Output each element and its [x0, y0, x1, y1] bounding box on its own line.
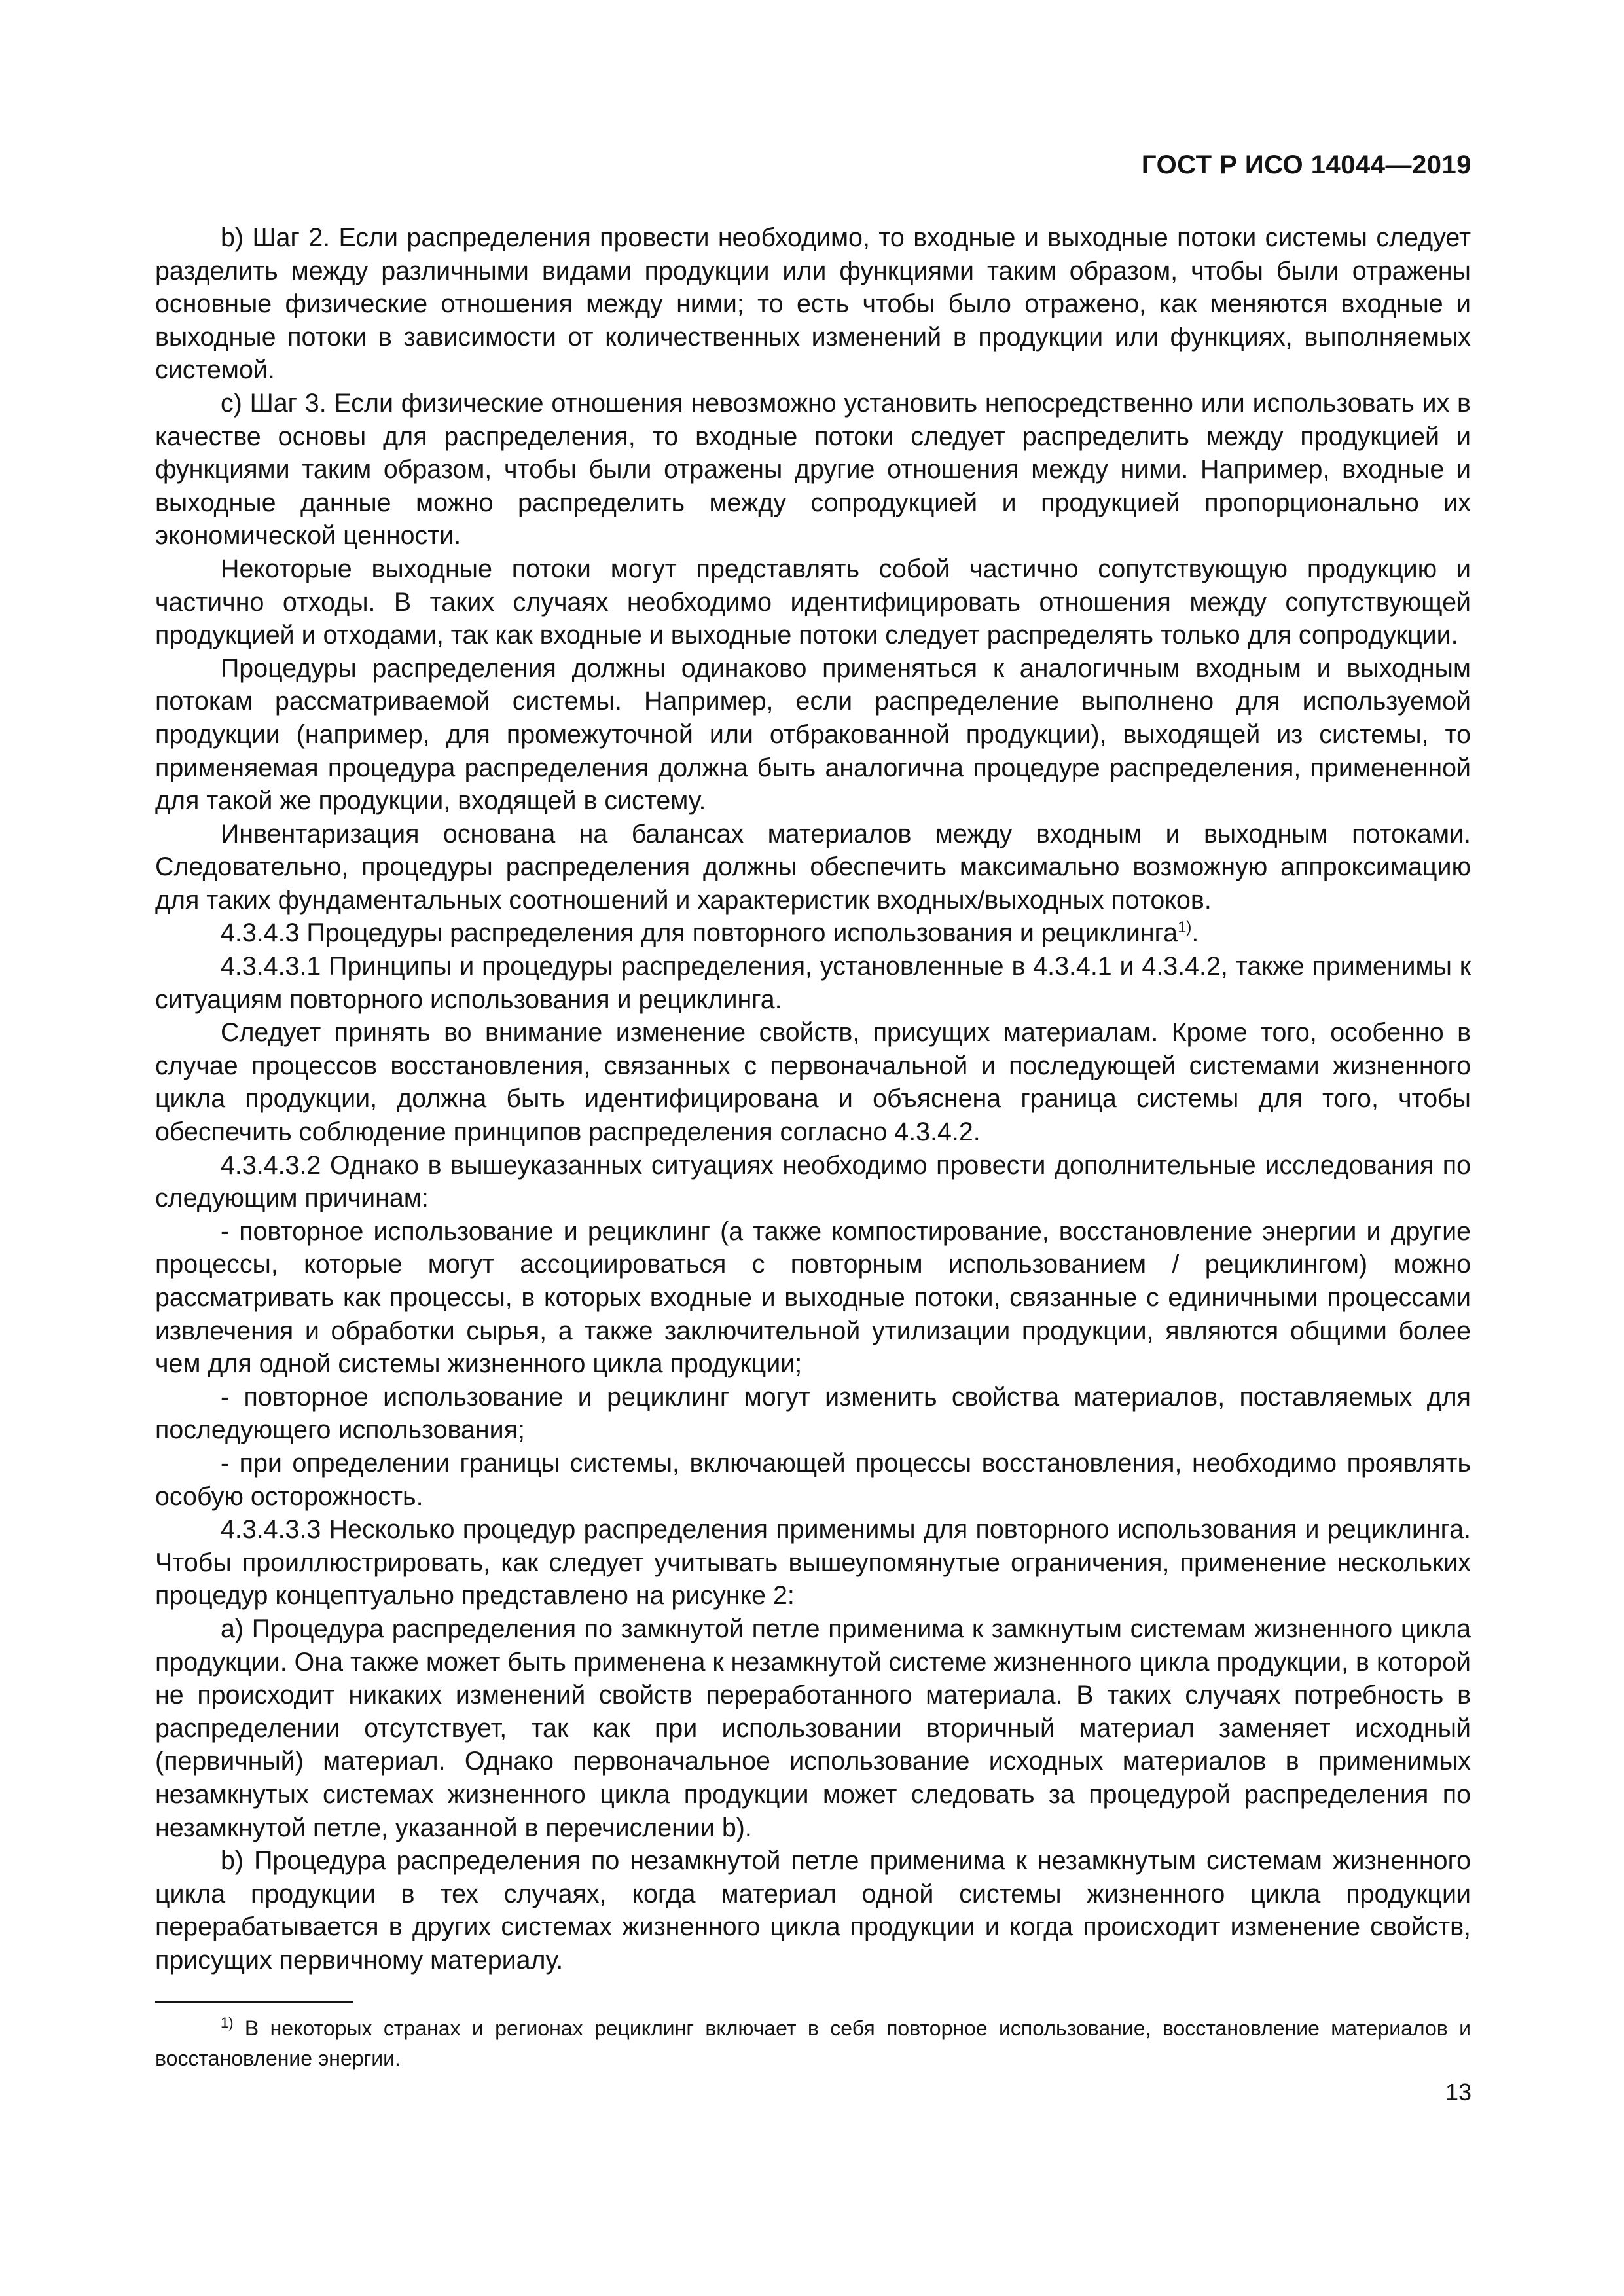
body-text — [155, 221, 1471, 1977]
paragraph-inventory-balance: Инвентаризация основана на балансах материалов между входным и выходным потоками. Следовательно, процедуры распределения должны обеспечить максимально возможную аппроксимацию для таких фундаментальных соотношений и характеристик входных/выходных потоков. — [155, 819, 1471, 915]
list-item-caution: - при определении границы системы, включающей процессы восстановления, необходимо проявлять особую осторожность. — [155, 1448, 1471, 1511]
footnote-reference[interactable]: 1) — [1178, 919, 1192, 937]
list-item-property-change: - повторное использование и рециклинг могут изменить свойства материалов, поставляемых для последующего использования; — [155, 1382, 1471, 1445]
page-number: 13 — [1445, 2079, 1471, 2105]
paragraph-43433: 4.3.4.3.3 Несколько процедур распределения применимы для повторного использования и рециклинга. Чтобы проиллюстрировать, как следует учитывать вышеупомянутые ограничения, применение нескольких процедур концептуально представлено на рисунке 2: — [155, 1515, 1471, 1611]
paragraph-allocation-consistency: Процедуры распределения должны одинаково применяться к аналогичным входным и выходным потокам рассматриваемой системы. Например, если распределение выполнено для используемой продукции (например, для промежуточной или отбракованной продукции), выходящей из системы, то применяемая процедура распределения должна быть аналогична процедуре распределения, примененной для такой же продукции, входящей в систему. — [155, 653, 1471, 816]
list-item-reuse-recycling: - повторное использование и рециклинг (а также компостирование, восстановление энергии и другие процессы, которые могут ассоциироваться с повторным использованием / рециклингом) можно рассматривать как процессы, в которых входные и выходные потоки, связанные с единичными процессами извлечения и обработки сырья, а также заключительной утилизации продукции, являются общими более чем для одной системы жизненного цикла продукции; — [155, 1216, 1471, 1379]
section-4343-end: . — [1191, 919, 1199, 948]
paragraph-step-3: c) Шаг 3. Если физические отношения невозможно установить непосредственно или использовать их в качестве основы для распределения, то входные потоки следует распределить между продукцией и функциями таким образом, чтобы были отражены другие отношения между ними. Например, входные и выходные данные можно распределить между сопродукцией и продукцией пропорционально их экономической ценности. — [155, 388, 1471, 551]
footnote-separator — [155, 2001, 353, 2003]
paragraph-coproducts-waste: Некоторые выходные потоки могут представлять собой частично сопутствующую продукцию и частично отходы. В таких случаях необходимо идентифицировать отношения между сопутствующей продукцией и отходами, так как входные и выходные потоки следует распределять только для сопродукции. — [155, 554, 1471, 650]
footnote — [155, 2013, 1471, 2073]
footnote-text: В некоторых странах и регионах рециклинг включает в себя повторное использование, восстановление материалов и восстановление энергии. — [155, 2016, 1471, 2070]
paragraph-step-2: b) Шаг 2. Если распределения провести необходимо, то входные и выходные потоки системы следует разделить между различными видами продукции или функциями таким образом, чтобы были отражены основные физические отношения между ними; то есть чтобы было отражено, как меняются входные и выходные потоки в зависимости от количественных изменений в продукции или функциях, выполняемых системой. — [155, 223, 1471, 385]
document-code-header: ГОСТ Р ИСО 14044—2019 — [1141, 151, 1471, 179]
section-4343-heading — [155, 917, 1471, 950]
footnote-text-line — [155, 2013, 1471, 2073]
paragraph-material-properties: Следует принять во внимание изменение свойств, присущих материалам. Кроме того, особенно в случае процессов восстановления, связанных с первоначальной и последующей системами жизненного цикла продукции, должна быть идентифицирована и объяснена граница системы для того, чтобы обеспечить соблюдение принципов распределения согласно 4.3.4.2. — [155, 1018, 1471, 1147]
paragraph-closed-loop: а) Процедура распределения по замкнутой петле применима к замкнутым системам жизненного цикла продукции. Она также может быть применена к незамкнутой системе жизненного цикла продукции, в которой не происходит никаких изменений свойств переработанного материала. В таких случаях потребность в распределении отсутствует, так как при использовании вторичный материал заменяет исходный (первичный) материал. Однако первоначальное использование исходных материалов в применимых незамкнутых системах жизненного цикла продукции может следовать за процедурой распределения по незамкнутой петле, указанной в перечислении b). — [155, 1614, 1471, 1842]
paragraph-43431: 4.3.4.3.1 Принципы и процедуры распределения, установленные в 4.3.4.1 и 4.3.4.2, также применимы к ситуациям повторного использования и рециклинга. — [155, 952, 1471, 1014]
paragraph-43432: 4.3.4.3.2 Однако в вышеуказанных ситуациях необходимо провести дополнительные исследования по следующим причинам: — [155, 1150, 1471, 1213]
footnote-marker: 1) — [221, 2014, 234, 2031]
section-4343-title: 4.3.4.3 Процедуры распределения для повторного использования и рециклинга — [221, 919, 1178, 948]
paragraph-open-loop: b) Процедура распределения по незамкнутой петле применима к незамкнутым системам жизненного цикла продукции в тех случаях, когда материал одной системы жизненного цикла продукции перерабатывается в других системах жизненного цикла продукции и когда происходит изменение свойств, присущих первичному материалу. — [155, 1846, 1471, 1975]
